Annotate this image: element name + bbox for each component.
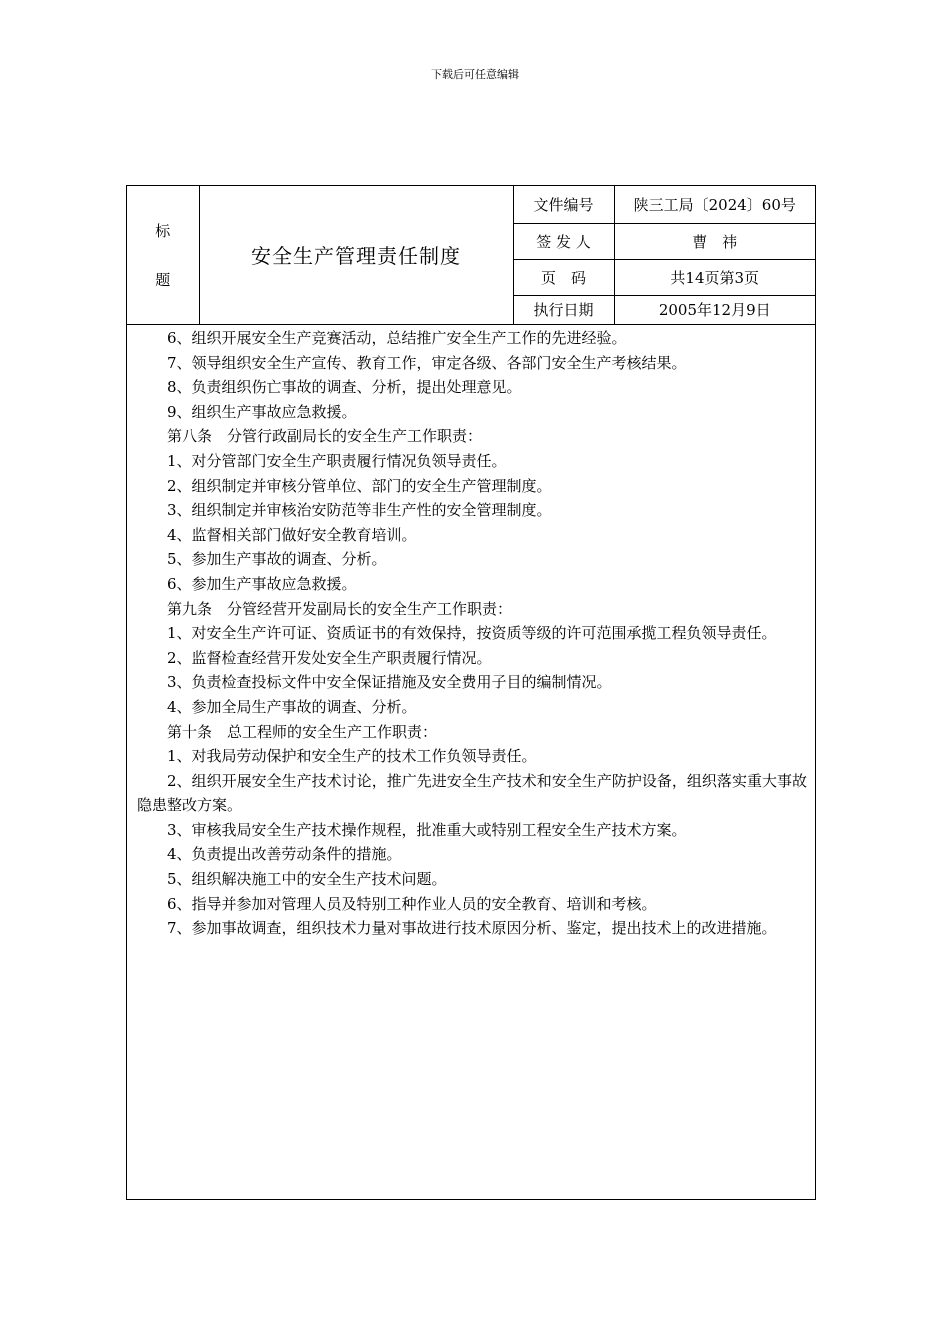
body-paragraph: 6、指导并参加对管理人员及特别工种作业人员的安全教育、培训和考核。 (167, 894, 657, 913)
meta-value-effective-date: 2005年12月9日 (614, 295, 815, 324)
body-paragraph: 2、组织开展安全生产技术讨论，推广先进安全生产技术和安全生产防护设备，组织落实重大事故隐患整改方案。 (137, 771, 807, 815)
body-paragraph: 7、参加事故调查，组织技术力量对事故进行技术原因分析、鉴定，提出技术上的改进措施。 (167, 919, 777, 938)
document-header-table (127, 186, 815, 325)
meta-field-effective-date: 执行日期 (513, 295, 614, 324)
meta-value-file-number: 陕三工局〔2024〕60号 (614, 186, 815, 223)
body-paragraph: 2、组织制定并审核分管单位、部门的安全生产管理制度。 (167, 476, 552, 495)
body-paragraph: 3、审核我局安全生产技术操作规程，批准重大或特别工程安全生产技术方案。 (167, 820, 687, 839)
body-paragraph: 1、对我局劳动保护和安全生产的技术工作负领导责任。 (167, 747, 537, 766)
body-paragraph: 9、组织生产事故应急救援。 (167, 402, 357, 421)
document-body (137, 326, 807, 941)
body-paragraph: 8、负责组织伤亡事故的调查、分析，提出处理意见。 (167, 378, 522, 397)
body-paragraph: 4、监督相关部门做好安全教育培训。 (167, 525, 417, 544)
article-heading: 第十条 总工程师的安全生产工作职责： (167, 722, 438, 741)
body-paragraph: 6、组织开展安全生产竞赛活动，总结推广安全生产工作的先进经验。 (167, 329, 627, 347)
body-paragraph: 2、监督检查经营开发处安全生产职责履行情况。 (167, 648, 492, 667)
meta-field-page: 页 码 (513, 259, 614, 295)
document-title-cell (199, 186, 513, 324)
body-paragraph: 5、组织解决施工中的安全生产技术问题。 (167, 870, 447, 889)
body-paragraph: 4、负责提出改善劳动条件的措施。 (167, 845, 402, 864)
document-title: 安全生产管理责任制度 (251, 244, 461, 269)
body-paragraph: 6、参加生产事故应急救援。 (167, 574, 357, 593)
title-label-top: 标 (155, 221, 171, 240)
body-paragraph: 3、负责检查投标文件中安全保证措施及安全费用子目的编制情况。 (167, 673, 612, 692)
article-heading: 第九条 分管经营开发副局长的安全生产工作职责： (167, 599, 513, 618)
body-paragraph: 1、对安全生产许可证、资质证书的有效保持，按资质等级的许可范围承揽工程负领导责任。 (167, 624, 777, 643)
meta-field-file-number: 文件编号 (513, 186, 614, 223)
body-paragraph: 4、参加全局生产事故的调查、分析。 (167, 697, 417, 716)
meta-field-issuer: 签 发 人 (513, 223, 614, 259)
body-paragraph: 1、对分管部门安全生产职责履行情况负领导责任。 (167, 451, 507, 470)
meta-value-issuer: 曹 祎 (614, 223, 815, 259)
document-frame (126, 185, 816, 1200)
title-label-cell (127, 186, 199, 324)
body-paragraph: 7、领导组织安全生产宣传、教育工作，审定各级、各部门安全生产考核结果。 (167, 353, 687, 372)
title-label-bottom: 题 (155, 270, 171, 289)
meta-value-page: 共14页第3页 (614, 259, 815, 295)
article-heading: 第八条 分管行政副局长的安全生产工作职责： (167, 427, 483, 446)
page-header-note: 下载后可任意编辑 (431, 68, 519, 81)
body-paragraph: 5、参加生产事故的调查、分析。 (167, 550, 387, 569)
body-paragraph: 3、组织制定并审核治安防范等非生产性的安全管理制度。 (167, 501, 552, 520)
